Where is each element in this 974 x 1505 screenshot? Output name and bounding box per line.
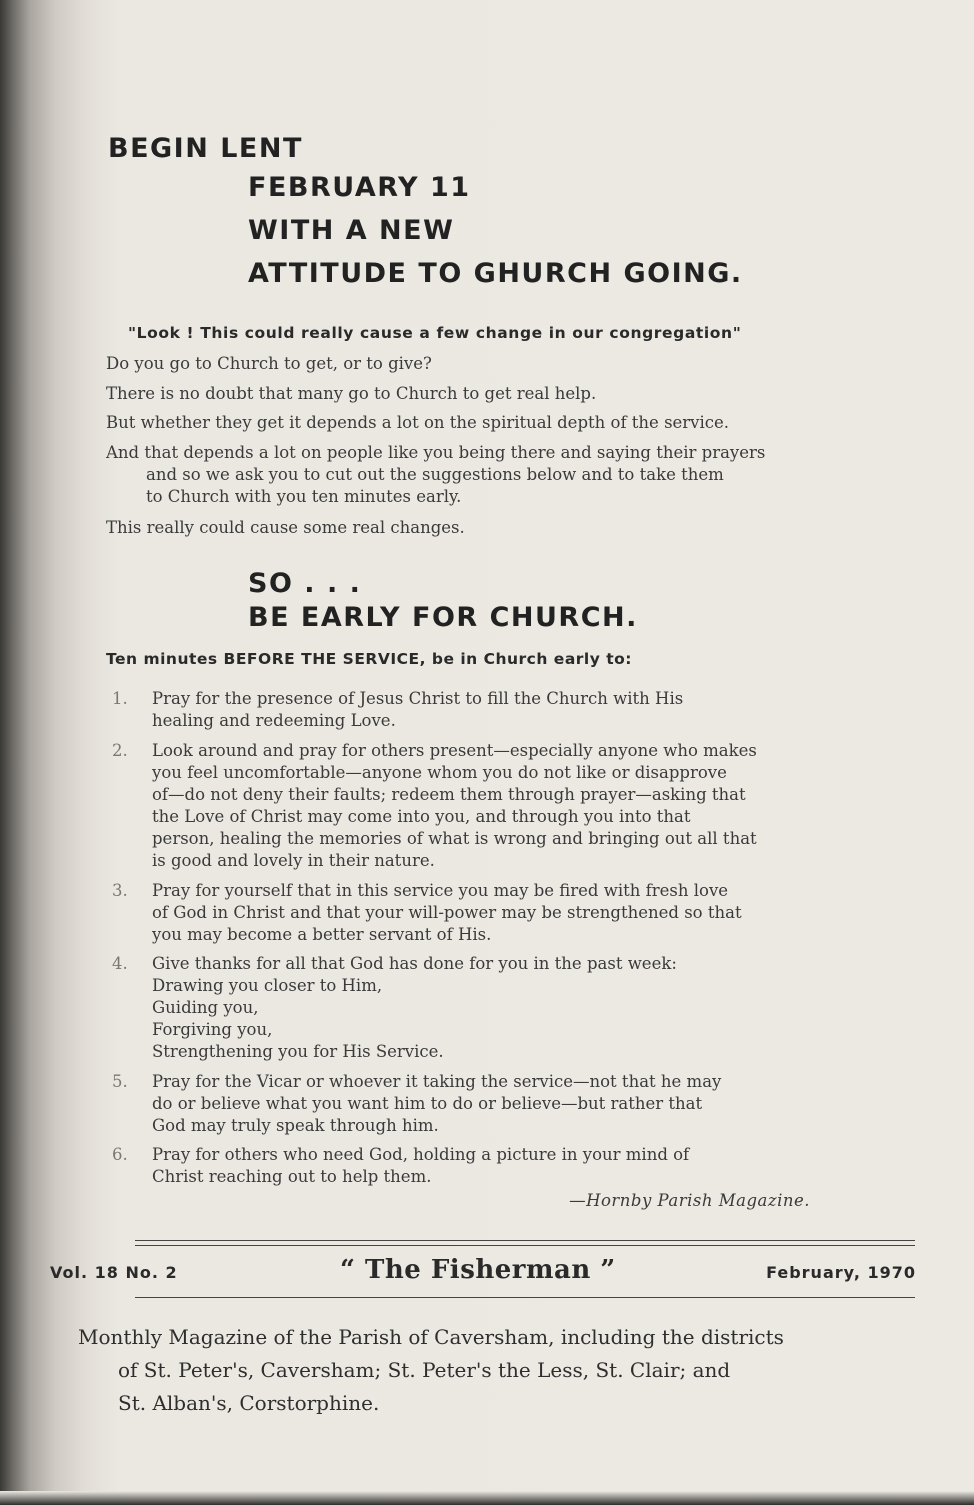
- intro-paragraph-4: [106, 442, 854, 508]
- page-edge-shadow: [0, 1491, 974, 1505]
- list-item-6: [112, 1144, 854, 1188]
- so-heading-line-1: SO . . .: [248, 568, 362, 599]
- intro-line-2: There is no doubt that many go to Church to get real help.: [106, 384, 597, 403]
- heading-line-3: WITH A NEW: [248, 215, 455, 246]
- list-item-4: [112, 953, 854, 1063]
- intro-line-4: And that depends a lot on people like you being there and saying their prayers: [106, 443, 766, 462]
- item-2-line-3: of—do not deny their faults; redeem them through prayer—asking that: [152, 785, 746, 804]
- intro-line-5: and so we ask you to cut out the suggestions below and to take them: [146, 465, 724, 484]
- footer-line-2: of St. Peter's, Caversham; St. Peter's the Less, St. Clair; and: [118, 1358, 731, 1382]
- masthead-rule-top: [135, 1240, 915, 1241]
- list-item-3: [112, 880, 854, 946]
- item-6-line-1: Pray for others who need God, holding a picture in your mind of: [152, 1145, 690, 1164]
- masthead-rule-bottom: [135, 1297, 915, 1298]
- intro-line-6: to Church with you ten minutes early.: [146, 487, 462, 506]
- intro-line-7: This really could cause some real changes.: [106, 518, 465, 537]
- volume-number: Vol. 18 No. 2: [50, 1263, 178, 1282]
- item-4-line-5: Strengthening you for His Service.: [152, 1042, 444, 1061]
- publication-footer: [78, 1321, 884, 1420]
- item-number: 3.: [112, 881, 128, 900]
- item-1-line-1: Pray for the presence of Jesus Christ to fill the Church with His: [152, 689, 684, 708]
- item-2-line-4: the Love of Christ may come into you, and through you into that: [152, 807, 691, 826]
- publication-title: “ The Fisherman ”: [340, 1255, 616, 1285]
- item-2-line-6: is good and lovely in their nature.: [152, 851, 435, 870]
- item-4-line-4: Forgiving you,: [152, 1020, 273, 1039]
- heading-line-2: FEBRUARY 11: [248, 172, 471, 203]
- heading-line-1: BEGIN LENT: [108, 133, 303, 164]
- item-number: 4.: [112, 954, 128, 973]
- item-number: 5.: [112, 1072, 128, 1091]
- item-3-line-3: you may become a better servant of His.: [152, 925, 492, 944]
- list-item-1: [112, 688, 854, 732]
- list-item-5: [112, 1071, 854, 1137]
- intro-line-1: Do you go to Church to get, or to give?: [106, 354, 432, 373]
- attribution: —Hornby Parish Magazine.: [569, 1191, 810, 1210]
- item-5-line-1: Pray for the Vicar or whoever it taking the service—not that he may: [152, 1072, 722, 1091]
- item-3-line-2: of God in Christ and that your will-power may be strengthened so that: [152, 903, 742, 922]
- item-number: 6.: [112, 1145, 128, 1164]
- item-5-line-3: God may truly speak through him.: [152, 1116, 439, 1135]
- item-2-line-1: Look around and pray for others present—especially anyone who makes: [152, 741, 757, 760]
- masthead-rule-top-inner: [135, 1245, 915, 1246]
- item-3-line-1: Pray for yourself that in this service you may be fired with fresh love: [152, 881, 729, 900]
- item-2-line-2: you feel uncomfortable—anyone whom you do not like or disapprove: [152, 763, 727, 782]
- list-item-2: [112, 740, 854, 872]
- item-1-line-2: healing and redeeming Love.: [152, 711, 396, 730]
- item-4-line-1: Give thanks for all that God has done for you in the past week:: [152, 954, 677, 973]
- item-6-line-2: Christ reaching out to help them.: [152, 1167, 432, 1186]
- instructions-subheading: Ten minutes BEFORE THE SERVICE, be in Church early to:: [106, 650, 632, 668]
- so-heading-line-2: BE EARLY FOR CHURCH.: [248, 602, 638, 633]
- heading-line-4: ATTITUDE TO GHURCH GOING.: [248, 258, 743, 289]
- item-4-line-3: Guiding you,: [152, 998, 259, 1017]
- item-number: 1.: [112, 689, 128, 708]
- item-2-line-5: person, healing the memories of what is wrong and bringing out all that: [152, 829, 757, 848]
- issue-date: February, 1970: [766, 1263, 916, 1282]
- intro-line-3: But whether they get it depends a lot on the spiritual depth of the service.: [106, 413, 730, 432]
- item-number: 2.: [112, 741, 128, 760]
- item-4-line-2: Drawing you closer to Him,: [152, 976, 383, 995]
- masthead: [50, 1255, 916, 1289]
- item-5-line-2: do or believe what you want him to do or believe—but rather that: [152, 1094, 703, 1113]
- footer-line-3: St. Alban's, Corstorphine.: [118, 1391, 380, 1415]
- footer-line-1: Monthly Magazine of the Parish of Caversham, including the districts: [78, 1325, 784, 1349]
- lead-quote: "Look ! This could really cause a few change in our congregation": [128, 324, 742, 342]
